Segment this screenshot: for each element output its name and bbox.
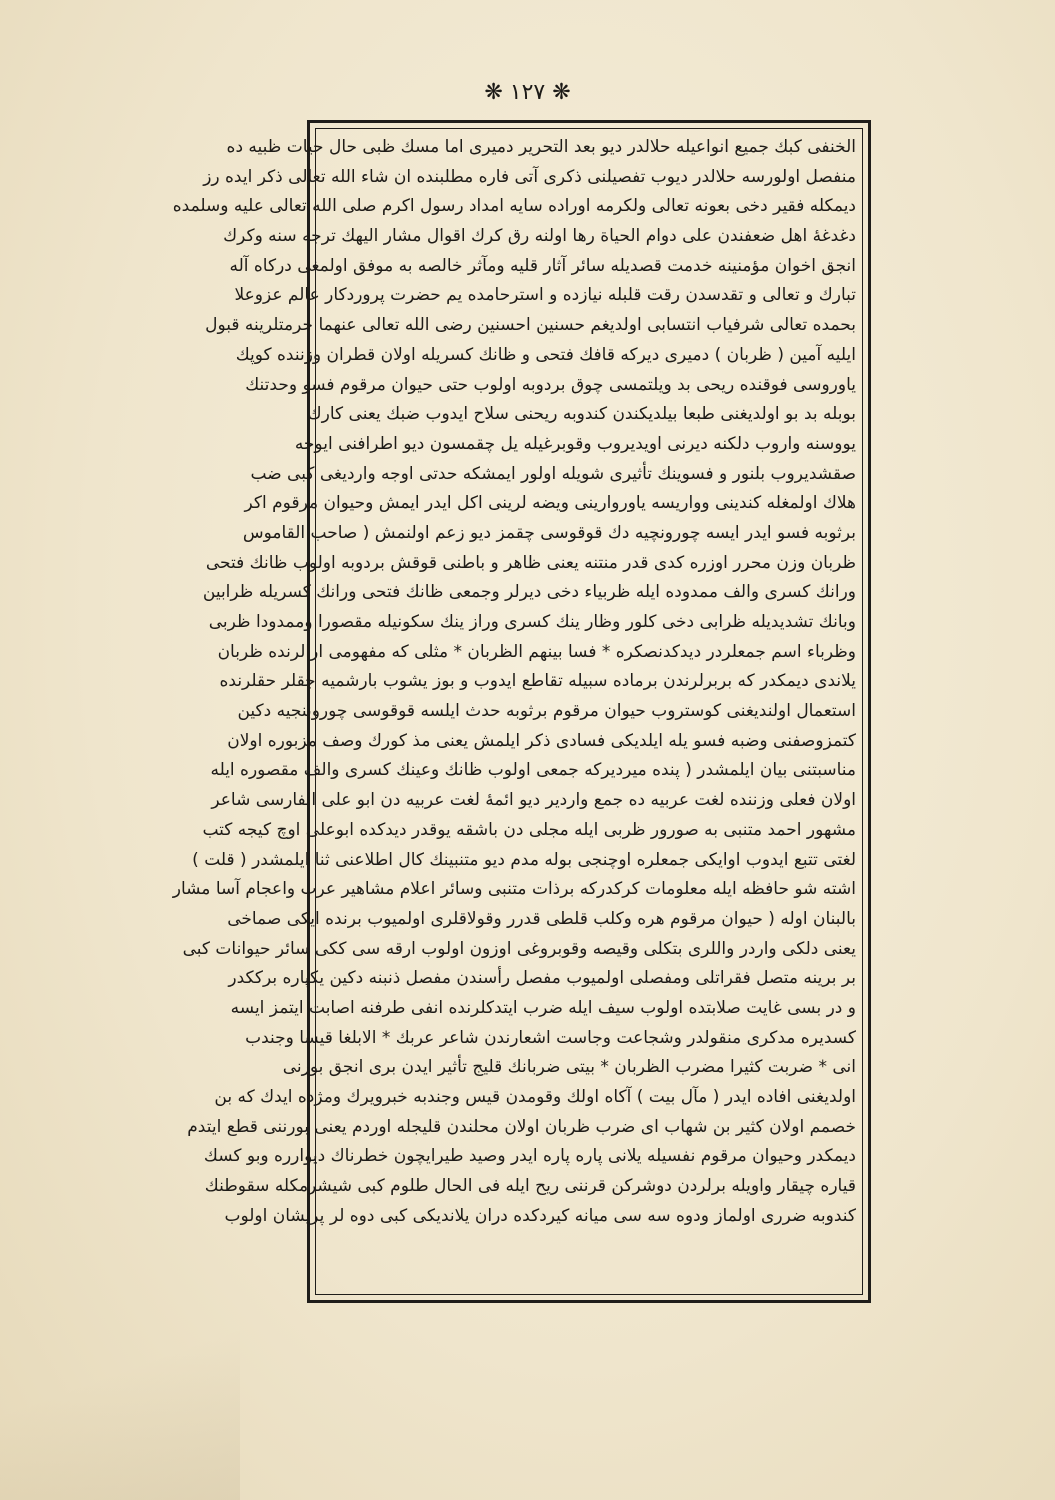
text-line: تبارك و تعالی و تقدسدن رقت قلبله نیازده و استرحامده یم حضرت پروردکار عالم عزوعلا: [234, 285, 856, 306]
text-line: برثوبه فسو ایدر ایسه چورونچیه دك قوقوسی چقمز دیو زعم اولنمش ( صاحب القاموس: [242, 522, 856, 543]
text-line: کتمزوصفنی وضبه فسو یله ایلدیکی فسادی ذکر ایلمش یعنی مذ کورك وصف مزبوره اولان: [227, 730, 856, 751]
ornament-right: ❋: [552, 80, 571, 105]
text-line: ورانك کسری والف ممدوده ایله ظربیاء دخی دیرلر وجمعی ظانك فتحی ورانك کسریله ظرابین: [202, 582, 856, 603]
page-number-header: [0, 80, 1055, 105]
text-line: منفصل اولورسه حلالدر دیوب تفصیلنی ذکری آتی فاره مطلبنده ان شاء الله تعالی ذکر ایده رز: [203, 166, 856, 187]
paper-fold-shadow: [0, 1300, 240, 1500]
text-line: ظربان وزن محرر اوزره کدی قدر منتنه یعنی ظاهر و باطنی قوقش بردوبه اولوب ظانك فتحی: [205, 552, 856, 573]
text-line: دیمکله فقیر دخی بعونه تعالی ولکرمه اوراده سایه امداد رسول اکرم صلی الله تعالی علیه وسلمده: [172, 196, 856, 217]
text-line: وبانك تشدیدیله ظرابی دخی کلور وظار ینك کسری وراز ینك سکونیله مقصورا وممدودا ظربی: [208, 612, 856, 632]
text-line: الخنفی کبك جمیع انواعیله حلالدر دیو بعد التحریر دمیری اما مسك ظبی حال حیات ظبیه ده: [226, 137, 856, 157]
text-block: [172, 133, 860, 1293]
text-line: [320, 1261, 860, 1291]
text-line: بوبله بد بو اولدیغنی طبعا بیلدیکندن کندوبه ریحنی سلاح ایدوب ضبك یعنی کارك: [307, 404, 856, 425]
text-line: صقشدیروب بلنور و فسوینك تأثیری شویله اولور ایمشکه حدتی اوجه واردیغی کبی ضب: [250, 463, 856, 484]
text-line: بحمده تعالی شرفیاب انتسابی اولدیغم حسنین احسنین رضی الله تعالی عنهما حرمتلرینه قبول: [205, 315, 856, 336]
text-line: اولان فعلی وزننده لغت عربیه ده جمع واردیر دیو ائمهٔ لغت عربیه دن ابو علی الفارسی شاعر: [211, 790, 856, 811]
text-line: قیاره چیقار واویله برلردن دوشرکن قرننی ریح ایله فی الحال طلوم کبی شیشرمکله سقوطنك: [204, 1176, 856, 1197]
text-line: یلاندی دیمکدر که بربرلرندن برماده سبیله تقاطع ایدوب و بوز یشوب بارشمیه جقلر حقلرنده: [219, 671, 856, 692]
text-line: یووسنه واروب دلکنه دیرنی اویدیروب وقوبرغیله یل چقمسون دیو اطرافنی ایوجه: [294, 433, 856, 454]
text-line: انی * ضربت کثیرا مضرب الظربان * بیتی ضربانك قلیج تأثیر ایدن بری انجق بورنی: [282, 1057, 856, 1078]
text-line: یاوروسی فوقنده ریحی بد ویلتمسی چوق بردوبه اولوب حتی حیوان مرقوم فسو وحدتنك: [245, 374, 856, 395]
text-line: کندوبه ضرری اولماز ودوه سه سی میانه کیردکده دران یلاندیکی کبی دوه لر پریشان اولوب: [224, 1205, 856, 1226]
text-line: دیمکدر وحیوان مرقوم نفسیله یلانی پاره پاره ایدر وصید طیرایچون خطرناك دیوارره وبو کسك: [203, 1146, 856, 1167]
text-line: ایلیه آمین ( ظربان ) دمیری دیرکه قافك فتحی و ظانك کسریله اولان قطران وزننده کوپك: [235, 344, 856, 365]
text-line: وظرباء اسم جمعلردر دیدکدنصکره * فسا بینهم الظربان * مثلی که مفهومی ارالرنده ظربان: [217, 641, 856, 662]
text-line: استعمال اولندیغنی کوستروب حیوان مرقوم برثوبه حدث ایلسه قوقوسی چوروبنجیه دکین: [237, 701, 856, 722]
page-number: ۱۲۷: [509, 80, 546, 105]
text-line: مشهور احمد متنبی به صورور ظربی ایله مجلی دن باشقه یوقدر دیدکده ابوعلی اوچ کیجه کتب: [202, 819, 856, 840]
text-line: بر برینه متصل فقراتلی ومفصلی اولمیوب مفصل رأسندن مفصل ذنبنه دکین یکپاره برککدر: [228, 968, 856, 989]
text-line: لغتی تتبع ایدوب اوایکی جمعلره اوچنجی بوله مدم دیو متنبینك کال اطلاعنی ثنا ایلمشدر ( قلت ): [192, 849, 856, 870]
text-line: مناسبتنی بیان ایلمشدر ( پنده میردیرکه جمعی اولوب ظانك وعینك کسری والف مقصوره ایله: [210, 760, 856, 781]
text-line: کسدیره مدکری منقولدر وشجاعت وجاست اشعارندن شاعر عربك * الابلغا قیسا وجندب: [245, 1027, 856, 1048]
text-line: خصمم اولان کثیر بن شهاب ای ضرب ظربان اولان محلندن قلیجله اوردم یعنی بورننی قطع ایتدم: [187, 1116, 856, 1137]
text-line: یعنی دلکی واردر واللری بتکلی وقیصه وقوبروغی اوزون اولوب ارقه سی ککی سائر حیوانات کبی: [182, 938, 856, 959]
text-line: انجق اخوان مؤمنینه خدمت قصدیله سائر آثار قلیه ومآثر خالصه به موفق اولمغی درکاه آله: [229, 255, 856, 276]
text-line: اولدیغنی افاده ایدر ( مآل بیت ) آکاه اولك وقومدن قیس وجندبه خبرویرك ومژده ایدك که بن: [214, 1087, 856, 1107]
text-line: هلاك اولمغله کندینی وواریسه یاوروارینی ویضه لرینی اکل ایدر ایمش وحیوان مرقوم اکر: [244, 493, 856, 514]
ornament-left: ❋: [484, 80, 503, 105]
text-line: دغدغهٔ اهل ضعفندن علی دوام الحیاة رها اولنه رق کرك اقوال مشار الیهك ترجه سنه وکرك: [223, 226, 856, 247]
text-line: اشته شو حافظه ایله معلومات کرکدرکه برذات متنبی وسائر اعلام مشاهیر عرب واعجام آسا مشار: [172, 879, 856, 900]
text-line: بالبنان اوله ( حیوان مرقوم هره وکلب قلطی قدرر وقولاقلری اولمیوب برنده ایکی صماخی: [227, 908, 856, 929]
text-line: و در بسی غایت صلابتده اولوب سیف ایله ضرب ایتدکلرنده انفی طرفنه اصابت ایتمز ایسه: [230, 997, 856, 1018]
text-line: [320, 1231, 860, 1261]
